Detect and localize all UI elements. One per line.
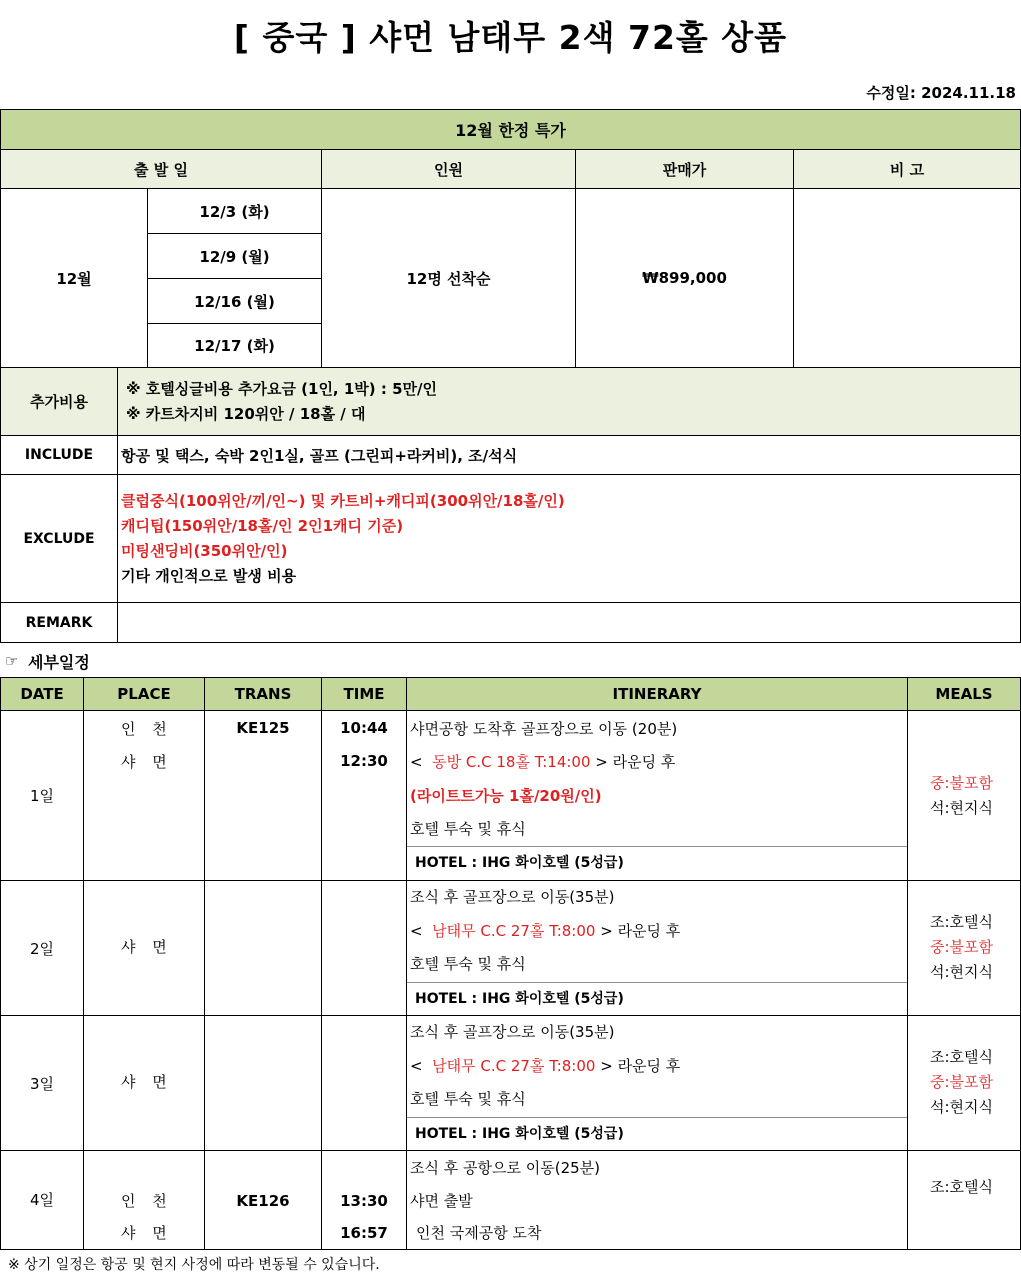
include-text: 항공 및 택스, 숙박 2인1실, 골프 (그린피+라커비), 조/석식 bbox=[121, 447, 518, 465]
time: 12:30 bbox=[340, 752, 388, 770]
hotel-line: HOTEL : IHG 화이호텔 (5성급) bbox=[415, 1126, 624, 1142]
meal: 중:불포함 bbox=[930, 774, 994, 792]
itinerary-line: < 남태무 C.C 27홀 T:8:00 > 라운딩 후 bbox=[410, 1057, 681, 1075]
col-trans: TRANS bbox=[205, 678, 321, 710]
meal: 석:현지식 bbox=[930, 1098, 994, 1116]
itinerary-line: < 남태무 C.C 27홀 T:8:00 > 라운딩 후 bbox=[410, 922, 681, 940]
people-value: 12명 선착순 bbox=[406, 269, 491, 288]
modified-date: 수정일: 2024.11.18 bbox=[866, 84, 1016, 102]
place: 인 천 bbox=[121, 720, 173, 738]
date-item: 12/9 (월) bbox=[199, 247, 270, 266]
itinerary-line: 샤면 출발 bbox=[410, 1192, 473, 1210]
header-price: 판매가 bbox=[576, 150, 793, 188]
itinerary-line: 호텔 투숙 및 휴식 bbox=[410, 820, 526, 838]
extra-label: 추가비용 bbox=[1, 368, 117, 435]
month-label: 12월 bbox=[56, 269, 92, 288]
meal: 조:호텔식 bbox=[930, 913, 994, 931]
date-item: 12/17 (화) bbox=[194, 337, 275, 355]
col-date: DATE bbox=[1, 678, 83, 710]
price-value: ₩899,000 bbox=[642, 269, 727, 287]
meal: 중:불포함 bbox=[930, 1073, 994, 1091]
meal: 조:호텔식 bbox=[930, 1048, 994, 1066]
include-label: INCLUDE bbox=[24, 447, 94, 463]
day-label: 3일 bbox=[29, 1074, 55, 1093]
time: 13:30 bbox=[340, 1192, 388, 1210]
time: 16:57 bbox=[340, 1224, 388, 1242]
place: 인 천 bbox=[121, 1192, 173, 1210]
header-note: 비 고 bbox=[794, 150, 1020, 188]
exclude-label: EXCLUDE bbox=[23, 530, 95, 547]
col-meals: MEALS bbox=[908, 678, 1020, 710]
itinerary-line: 인천 국제공항 도착 bbox=[416, 1224, 542, 1242]
meal: 중:불포함 bbox=[930, 938, 994, 956]
place: 샤 면 bbox=[121, 753, 173, 771]
itinerary-line: 조식 후 골프장으로 이동(35분) bbox=[410, 1023, 615, 1041]
itinerary-line: 호텔 투숙 및 휴식 bbox=[410, 1090, 526, 1108]
itinerary-line: (라이트트가능 1홀/20원/인) bbox=[410, 787, 602, 805]
meal: 조:호텔식 bbox=[930, 1178, 994, 1196]
place: 샤 면 bbox=[121, 1073, 173, 1091]
itinerary-line: 호텔 투숙 및 휴식 bbox=[410, 955, 526, 973]
place: 샤 면 bbox=[121, 1224, 173, 1242]
extra-line: ※ 호텔싱글비용 추가요금 (1인, 1박) : 5만/인 bbox=[126, 380, 437, 398]
exclude-line: 캐디팁(150위안/18홀/인 2인1캐디 기준) bbox=[121, 517, 404, 535]
col-time: TIME bbox=[322, 678, 406, 710]
meal: 석:현지식 bbox=[930, 963, 994, 981]
day-label: 1일 bbox=[29, 787, 55, 805]
day-label: 4일 bbox=[29, 1190, 55, 1209]
flight-number: KE126 bbox=[236, 1192, 290, 1210]
schedule-title: 세부일정 bbox=[28, 653, 90, 672]
itinerary-line: 조식 후 공항으로 이동(25분) bbox=[410, 1159, 600, 1177]
exclude-line: 미팅샌딩비(350위안/인) bbox=[121, 542, 288, 560]
exclude-line: 클럽중식(100위안/끼/인~) 및 카트비+캐디피(300위안/18홀/인) bbox=[121, 492, 565, 510]
flight-number: KE125 bbox=[236, 719, 290, 737]
date-item: 12/3 (화) bbox=[199, 202, 270, 221]
exclude-line: 기타 개인적으로 발생 비용 bbox=[121, 567, 297, 585]
extra-line: ※ 카트차지비 120위안 / 18홀 / 대 bbox=[126, 405, 366, 423]
footnote: ※ 상기 일정은 항공 및 현지 사정에 따라 변동될 수 있습니다. bbox=[8, 1257, 380, 1273]
itinerary-line: 샤면공항 도착후 골프장으로 이동 (20분) bbox=[410, 720, 678, 738]
special-banner: 12월 한정 특가 bbox=[1, 110, 1020, 149]
header-people: 인원 bbox=[322, 150, 575, 188]
meal: 석:현지식 bbox=[930, 799, 994, 817]
time: 10:44 bbox=[340, 719, 388, 737]
col-place: PLACE bbox=[84, 678, 204, 710]
header-departure: 출 발 일 bbox=[1, 150, 321, 188]
remark-label: REMARK bbox=[25, 614, 93, 631]
note-value bbox=[794, 189, 1020, 367]
day-label: 2일 bbox=[29, 939, 55, 958]
hotel-line: HOTEL : IHG 화이호텔 (5성급) bbox=[415, 991, 624, 1007]
page-title: [ 중국 ] 샤먼 남태무 2색 72홀 상품 bbox=[233, 18, 788, 57]
itinerary-line: 조식 후 골프장으로 이동(35분) bbox=[410, 888, 615, 906]
pointing-hand-icon: ☞ bbox=[5, 652, 19, 670]
col-itinerary: ITINERARY bbox=[407, 678, 907, 710]
hotel-line: HOTEL : IHG 화이호텔 (5성급) bbox=[415, 855, 624, 871]
date-item: 12/16 (월) bbox=[194, 292, 275, 311]
itinerary-line: < 동방 C.C 18홀 T:14:00 > 라운딩 후 bbox=[410, 753, 676, 771]
place: 샤 면 bbox=[121, 938, 173, 956]
